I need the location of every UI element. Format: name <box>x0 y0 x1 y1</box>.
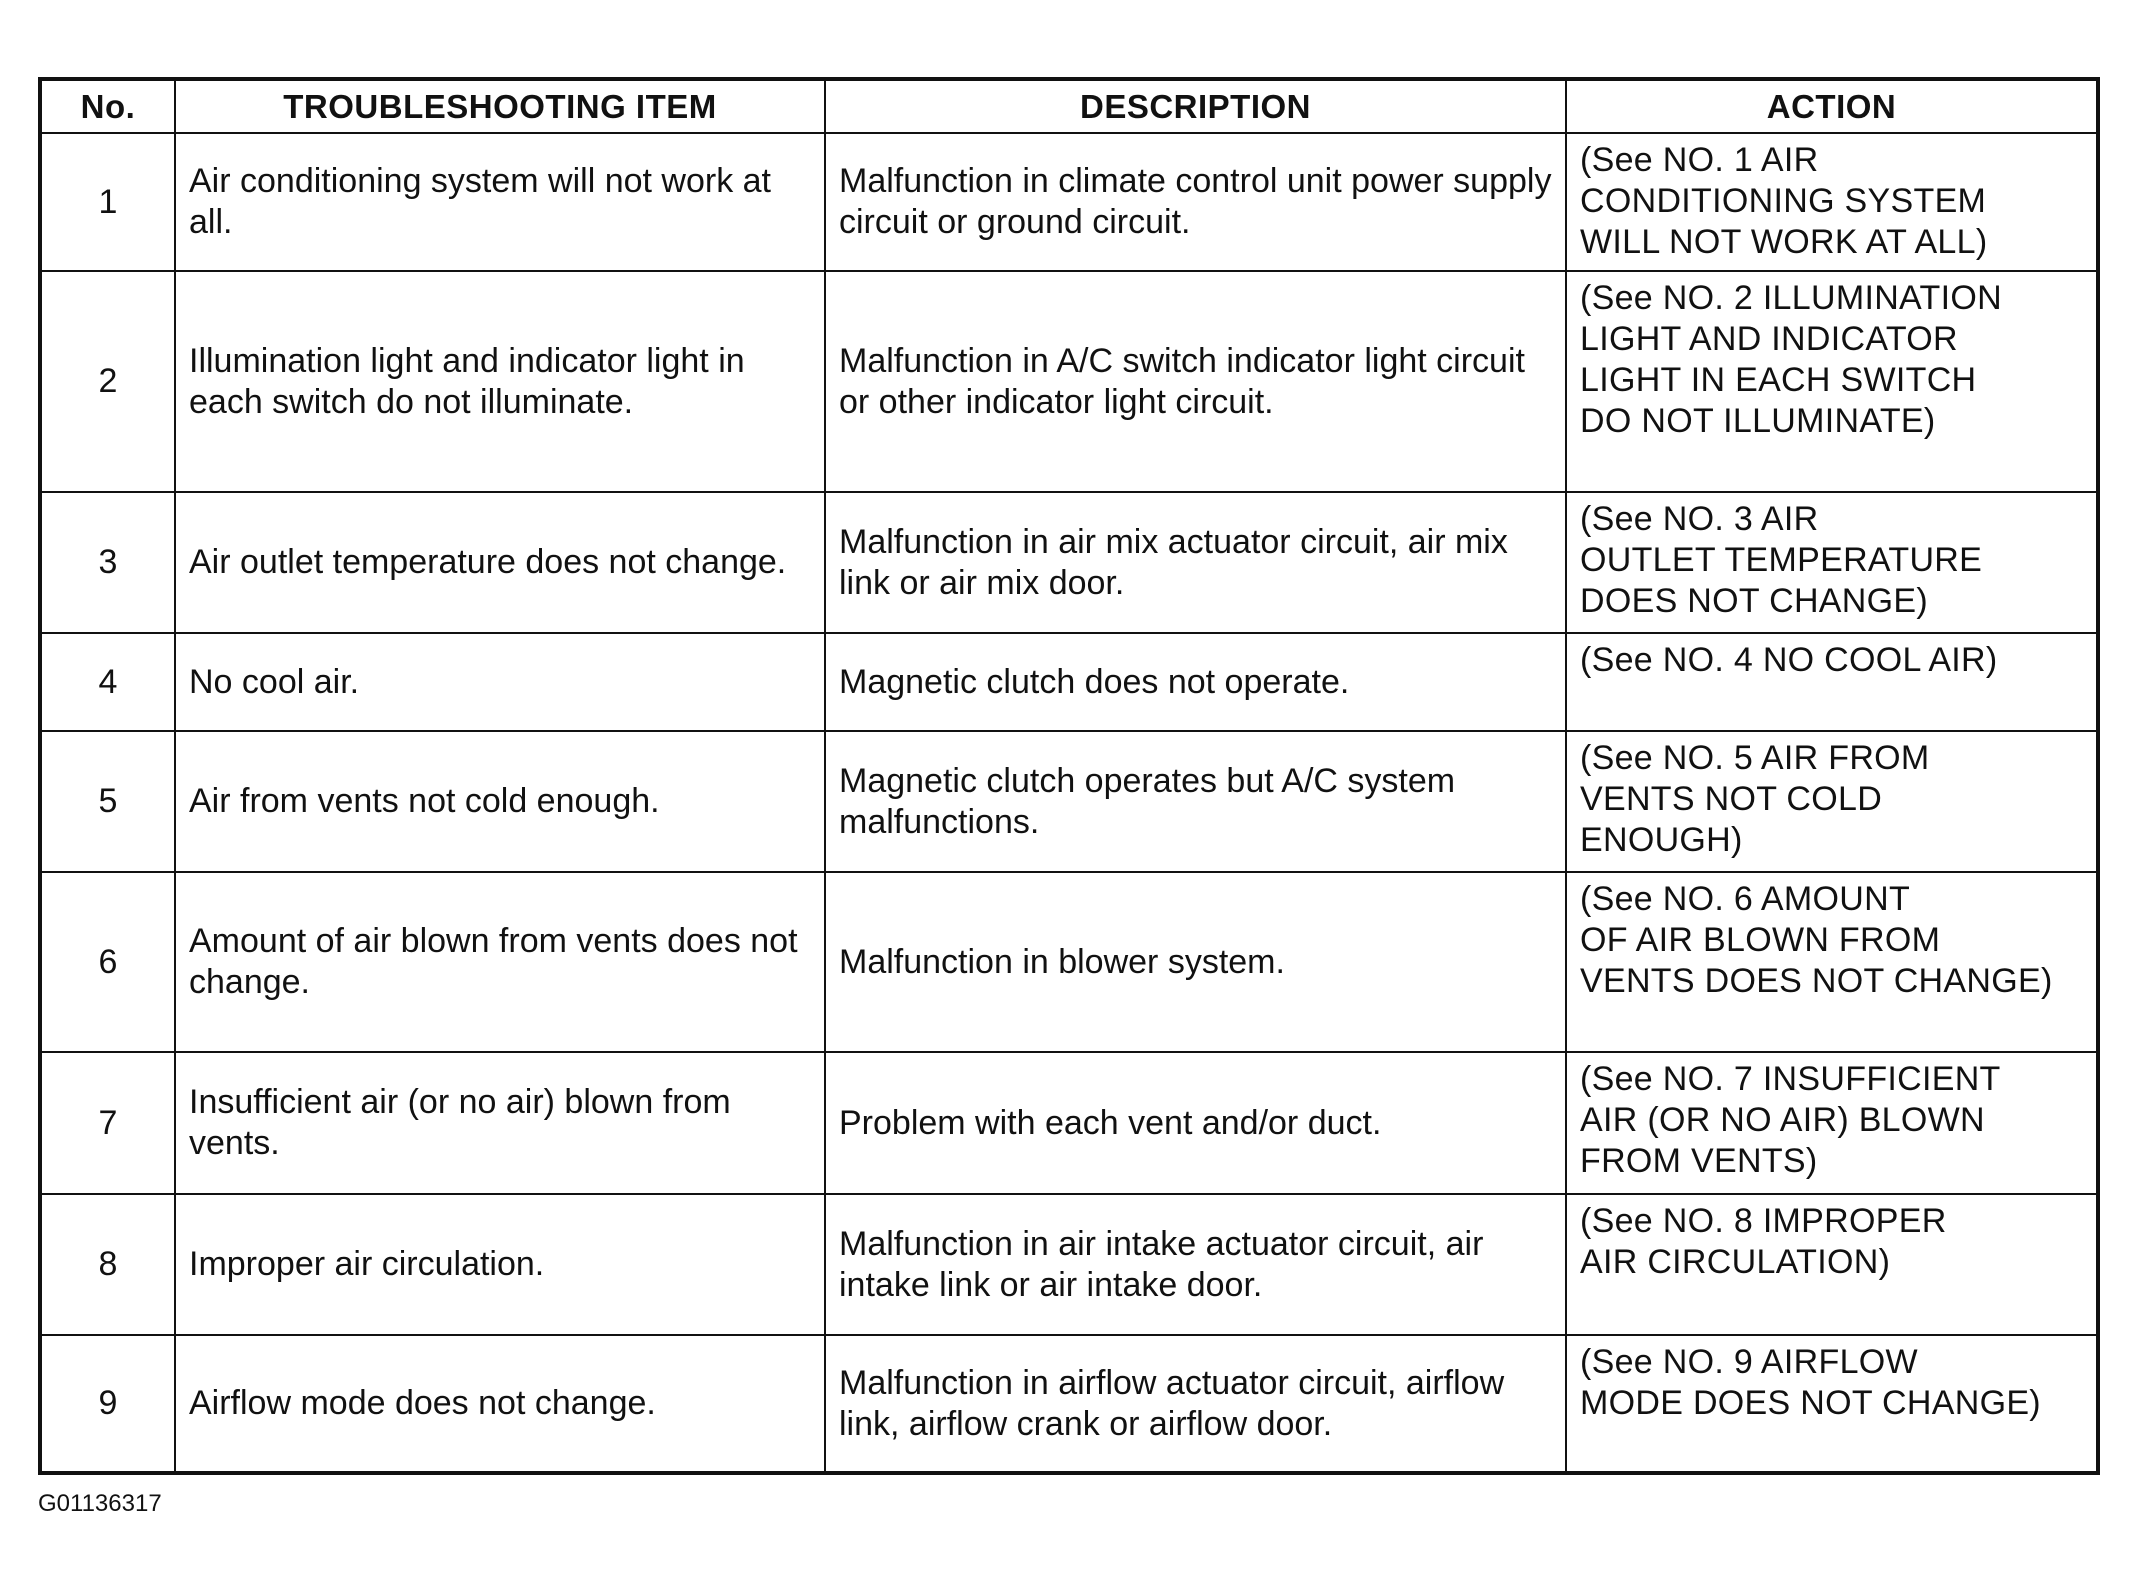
description: Malfunction in air intake actuator circuit, air intake link or air intake door. <box>825 1194 1566 1335</box>
row-number: 4 <box>40 633 175 731</box>
action-text: (See NO. 5 AIR FROM VENTS NOT COLD ENOUGH) <box>1580 739 1930 859</box>
troubleshooting-item: Improper air circulation. <box>175 1194 825 1335</box>
header-no: No. <box>40 79 175 133</box>
table-row <box>40 271 2098 492</box>
action-text: (See NO. 9 AIRFLOW MODE DOES NOT CHANGE) <box>1580 1343 2041 1422</box>
description: Malfunction in airflow actuator circuit, airflow link, airflow crank or airflow door. <box>825 1335 1566 1473</box>
row-number: 2 <box>40 271 175 492</box>
action <box>1566 1052 2098 1194</box>
action <box>1566 731 2098 872</box>
row-number: 6 <box>40 872 175 1052</box>
header-action: ACTION <box>1566 79 2098 133</box>
table-row <box>40 133 2098 271</box>
action-text: (See NO. 8 IMPROPER AIR CIRCULATION) <box>1580 1202 1947 1281</box>
row-number: 7 <box>40 1052 175 1194</box>
troubleshooting-item: Air outlet temperature does not change. <box>175 492 825 633</box>
row-number: 8 <box>40 1194 175 1335</box>
action-text: (See NO. 1 AIR CONDITIONING SYSTEM WILL NOT WORK AT ALL) <box>1580 141 1988 261</box>
table-row <box>40 1335 2098 1473</box>
table-header-row <box>40 79 2098 133</box>
action-text: (See NO. 4 NO COOL AIR) <box>1580 641 1998 679</box>
figure-id: G01136317 <box>38 1490 162 1517</box>
troubleshooting-item: Air from vents not cold enough. <box>175 731 825 872</box>
action <box>1566 133 2098 271</box>
action <box>1566 633 2098 731</box>
description: Malfunction in blower system. <box>825 872 1566 1052</box>
description: Problem with each vent and/or duct. <box>825 1052 1566 1194</box>
description: Magnetic clutch does not operate. <box>825 633 1566 731</box>
action <box>1566 872 2098 1052</box>
action-text: (See NO. 3 AIR OUTLET TEMPERATURE DOES NOT CHANGE) <box>1580 500 1983 620</box>
row-number: 3 <box>40 492 175 633</box>
row-number: 5 <box>40 731 175 872</box>
troubleshooting-item: Air conditioning system will not work at all. <box>175 133 825 271</box>
description: Malfunction in A/C switch indicator light circuit or other indicator light circuit. <box>825 271 1566 492</box>
troubleshooting-item: Insufficient air (or no air) blown from vents. <box>175 1052 825 1194</box>
troubleshooting-item: Illumination light and indicator light in each switch do not illuminate. <box>175 271 825 492</box>
header-description: DESCRIPTION <box>825 79 1566 133</box>
action-text: (See NO. 6 AMOUNT OF AIR BLOWN FROM VENTS DOES NOT CHANGE) <box>1580 880 2053 1000</box>
action-text: (See NO. 7 INSUFFICIENT AIR (OR NO AIR) BLOWN FROM VENTS) <box>1580 1060 2001 1180</box>
header-troubleshooting-item: TROUBLESHOOTING ITEM <box>175 79 825 133</box>
row-number: 9 <box>40 1335 175 1473</box>
table-row <box>40 872 2098 1052</box>
action <box>1566 1335 2098 1473</box>
action <box>1566 271 2098 492</box>
troubleshooting-table <box>38 77 2100 1475</box>
table-row <box>40 1194 2098 1335</box>
table-row <box>40 492 2098 633</box>
table-row <box>40 633 2098 731</box>
description: Magnetic clutch operates but A/C system malfunctions. <box>825 731 1566 872</box>
troubleshooting-item: No cool air. <box>175 633 825 731</box>
troubleshooting-item: Airflow mode does not change. <box>175 1335 825 1473</box>
troubleshooting-item: Amount of air blown from vents does not change. <box>175 872 825 1052</box>
description: Malfunction in air mix actuator circuit, air mix link or air mix door. <box>825 492 1566 633</box>
table-row <box>40 1052 2098 1194</box>
action <box>1566 492 2098 633</box>
description: Malfunction in climate control unit power supply circuit or ground circuit. <box>825 133 1566 271</box>
action <box>1566 1194 2098 1335</box>
table-row <box>40 731 2098 872</box>
row-number: 1 <box>40 133 175 271</box>
action-text: (See NO. 2 ILLUMINATION LIGHT AND INDICATOR LIGHT IN EACH SWITCH DO NOT ILLUMINATE) <box>1580 279 2002 440</box>
